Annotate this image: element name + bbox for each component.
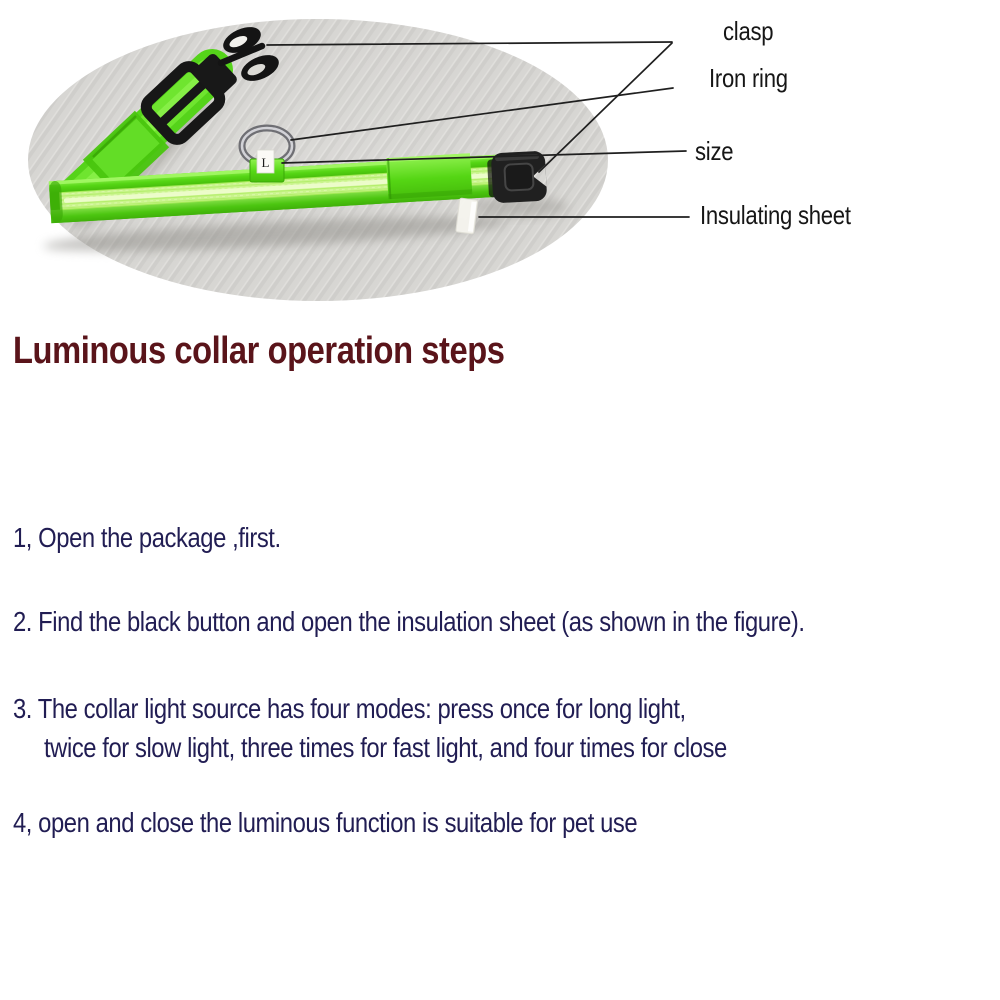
product-figure <box>0 0 1000 340</box>
insulating-sheet-tab <box>456 198 478 234</box>
label-iron-ring: Iron ring <box>709 63 788 93</box>
size-tag <box>257 150 274 173</box>
step-3-line-2: twice for slow light, three times for fast light, and four times for close <box>44 732 727 763</box>
step-4: 4, open and close the luminous function is suitable for pet use <box>13 807 638 838</box>
label-clasp: clasp <box>723 16 774 46</box>
step-3-line-1: 3. The collar light source has four modes: press once for long light, <box>13 693 686 724</box>
page-title: Luminous collar operation steps <box>13 330 505 372</box>
step-1: 1, Open the package ,first. <box>13 522 281 553</box>
collar-photo <box>0 0 1000 340</box>
label-insulating-sheet: Insulating sheet <box>700 200 851 230</box>
clasp-buckle <box>487 151 548 204</box>
label-size: size <box>695 136 734 166</box>
black-button <box>504 163 533 190</box>
size-tag-letter: L <box>261 155 270 170</box>
step-2: 2. Find the black button and open the insulation sheet (as shown in the figure). <box>13 606 805 637</box>
